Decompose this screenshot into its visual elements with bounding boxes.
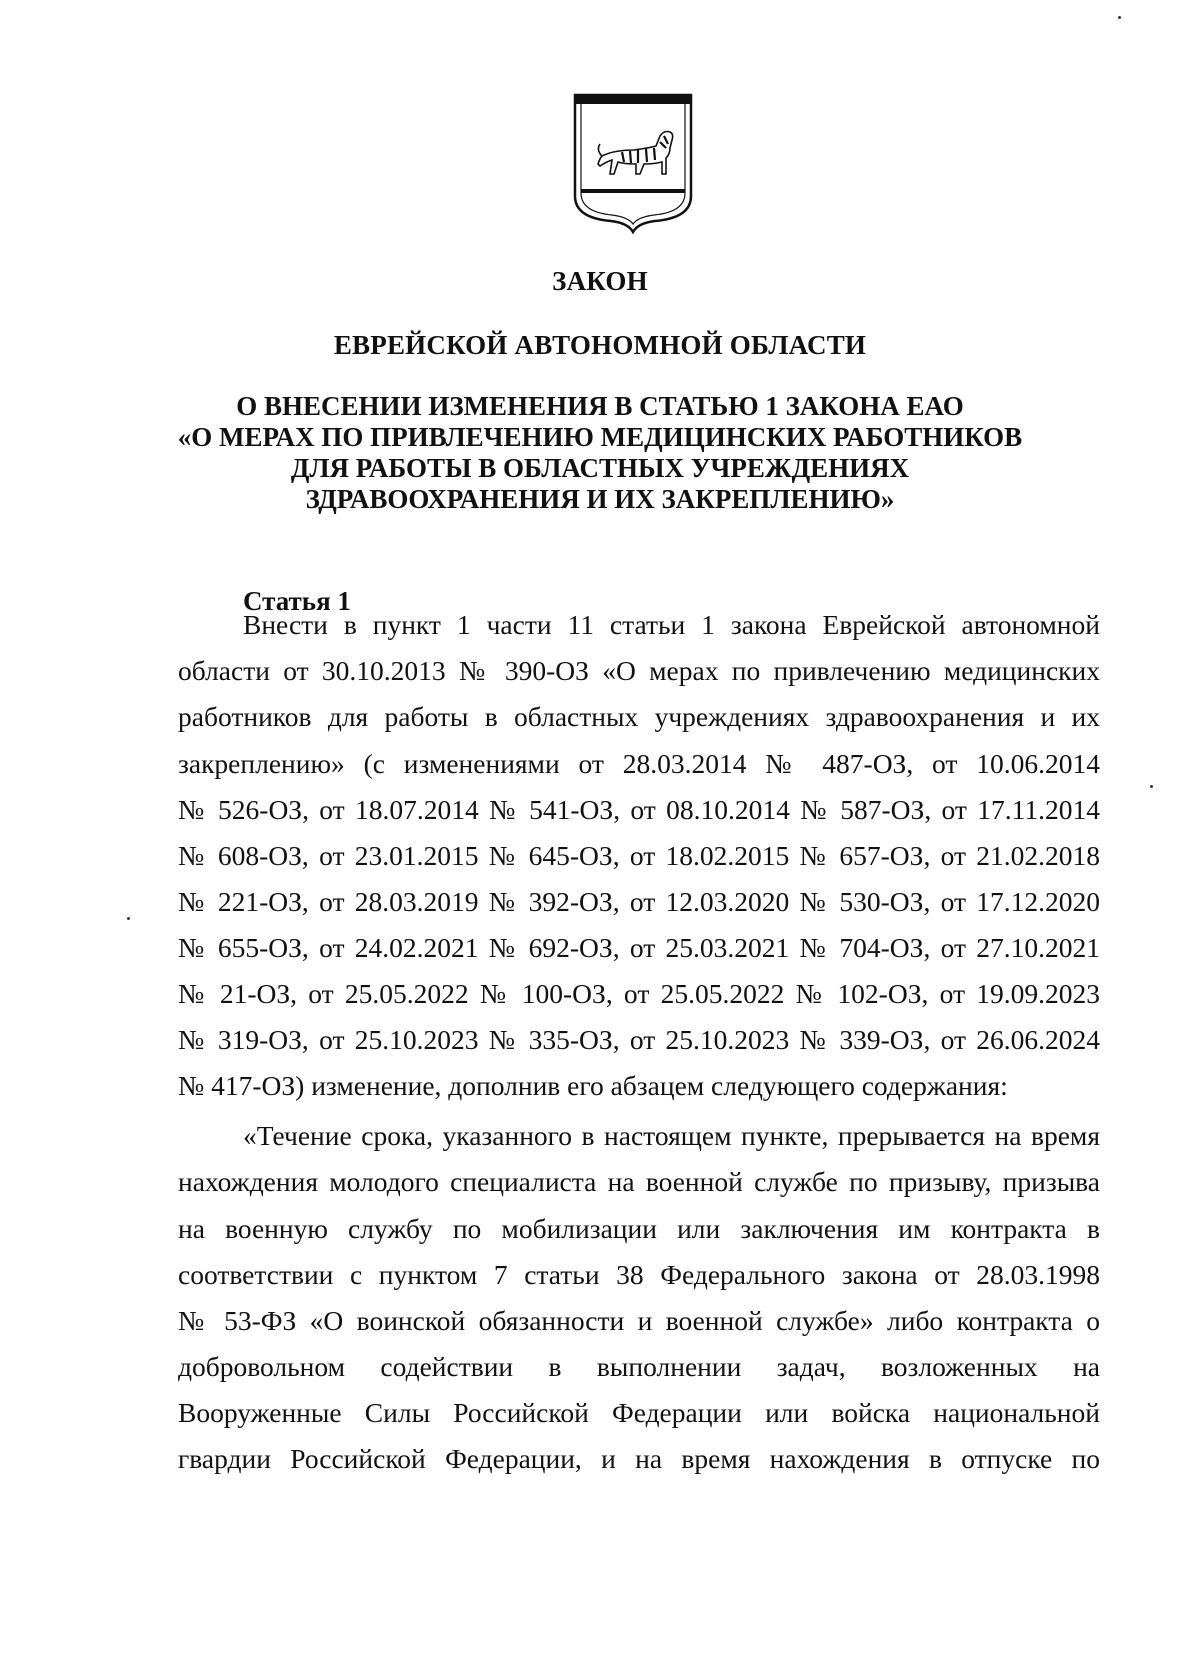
- law-title-line: ДЛЯ РАБОТЫ В ОБЛАСТНЫХ УЧРЕЖДЕНИЯХ: [290, 453, 910, 483]
- paragraph1-line: № 526-ОЗ, от 18.07.2014 № 541-ОЗ, от 08.10.2014 № 587-ОЗ, от 17.11.2014: [178, 794, 1100, 825]
- paragraph2-line: на военную службу по мобилизации или заключения им контракта в: [178, 1213, 1100, 1244]
- paragraph1-line: области от 30.10.2013 № 390-ОЗ «О мерах по привлечению медицинских: [178, 655, 1100, 686]
- law-title-line: О ВНЕСЕНИИ ИЗМЕНЕНИЯ В СТАТЬЮ 1 ЗАКОНА ЕАО: [236, 391, 964, 421]
- paragraph1-line: № 417-ОЗ) изменение, дополнив его абзацем следующего содержания:: [178, 1070, 1008, 1101]
- paragraph2-line: добровольном содействии в выполнении задач, возложенных на: [178, 1351, 1100, 1382]
- paragraph2-line: № 53-ФЗ «О воинской обязанности и военной службе» либо контракта о: [178, 1305, 1100, 1336]
- top-stripe: [575, 95, 691, 104]
- coat-of-arms-emblem: [572, 92, 694, 234]
- paragraph1-line: № 221-ОЗ, от 28.03.2019 № 392-ОЗ, от 12.03.2020 № 530-ОЗ, от 17.12.2020: [178, 886, 1100, 917]
- paragraph1-line: № 655-ОЗ, от 24.02.2021 № 692-ОЗ, от 25.03.2021 № 704-ОЗ, от 27.10.2021: [178, 932, 1100, 963]
- scan-speck: [1118, 16, 1121, 19]
- paragraph2-line: соответствии с пунктом 7 статьи 38 Федерального закона от 28.03.1998: [178, 1259, 1100, 1290]
- bottom-stripe: [581, 189, 685, 193]
- paragraph2-line: гвардии Российской Федерации, и на время нахождения в отпуске по: [178, 1443, 1100, 1474]
- paragraph1-line: № 608-ОЗ, от 23.01.2015 № 645-ОЗ, от 18.02.2015 № 657-ОЗ, от 21.02.2018: [178, 840, 1100, 871]
- region-name-heading: ЕВРЕЙСКОЙ АВТОНОМНОЙ ОБЛАСТИ: [333, 330, 867, 360]
- law-title: [0, 391, 1200, 515]
- paragraph2-line: Вооруженные Силы Российской Федерации или войска национальной: [178, 1397, 1100, 1428]
- paragraph2-line: нахождения молодого специалиста на военной службе по призыву, призыва: [178, 1166, 1100, 1197]
- paragraph1-line: Внести в пункт 1 части 11 статьи 1 закона Еврейской автономной: [243, 609, 1100, 640]
- paragraph1-line: закреплению» (с изменениями от 28.03.2014 № 487-ОЗ, от 10.06.2014: [178, 748, 1100, 779]
- law-title-line: ЗДРАВООХРАНЕНИЯ И ИХ ЗАКРЕПЛЕНИЮ»: [305, 484, 895, 514]
- scan-speck: [127, 917, 130, 920]
- law-word-heading: ЗАКОН: [552, 266, 648, 296]
- paragraph2-line: «Течение срока, указанного в настоящем пункте, прерывается на время: [243, 1120, 1100, 1151]
- law-title-line: «О МЕРАХ ПО ПРИВЛЕЧЕНИЮ МЕДИЦИНСКИХ РАБОТНИКОВ: [177, 422, 1023, 452]
- article-heading: Статья 1: [243, 586, 351, 616]
- paragraph1-line: № 21-ОЗ, от 25.05.2022 № 100-ОЗ, от 25.05.2022 № 102-ОЗ, от 19.09.2023: [178, 978, 1100, 1009]
- scan-speck: [1150, 785, 1153, 788]
- paragraph1-line: работников для работы в областных учреждениях здравоохранения и их: [178, 701, 1100, 732]
- paragraph1-line: № 319-ОЗ, от 25.10.2023 № 335-ОЗ, от 25.10.2023 № 339-ОЗ, от 26.06.2024: [178, 1024, 1100, 1055]
